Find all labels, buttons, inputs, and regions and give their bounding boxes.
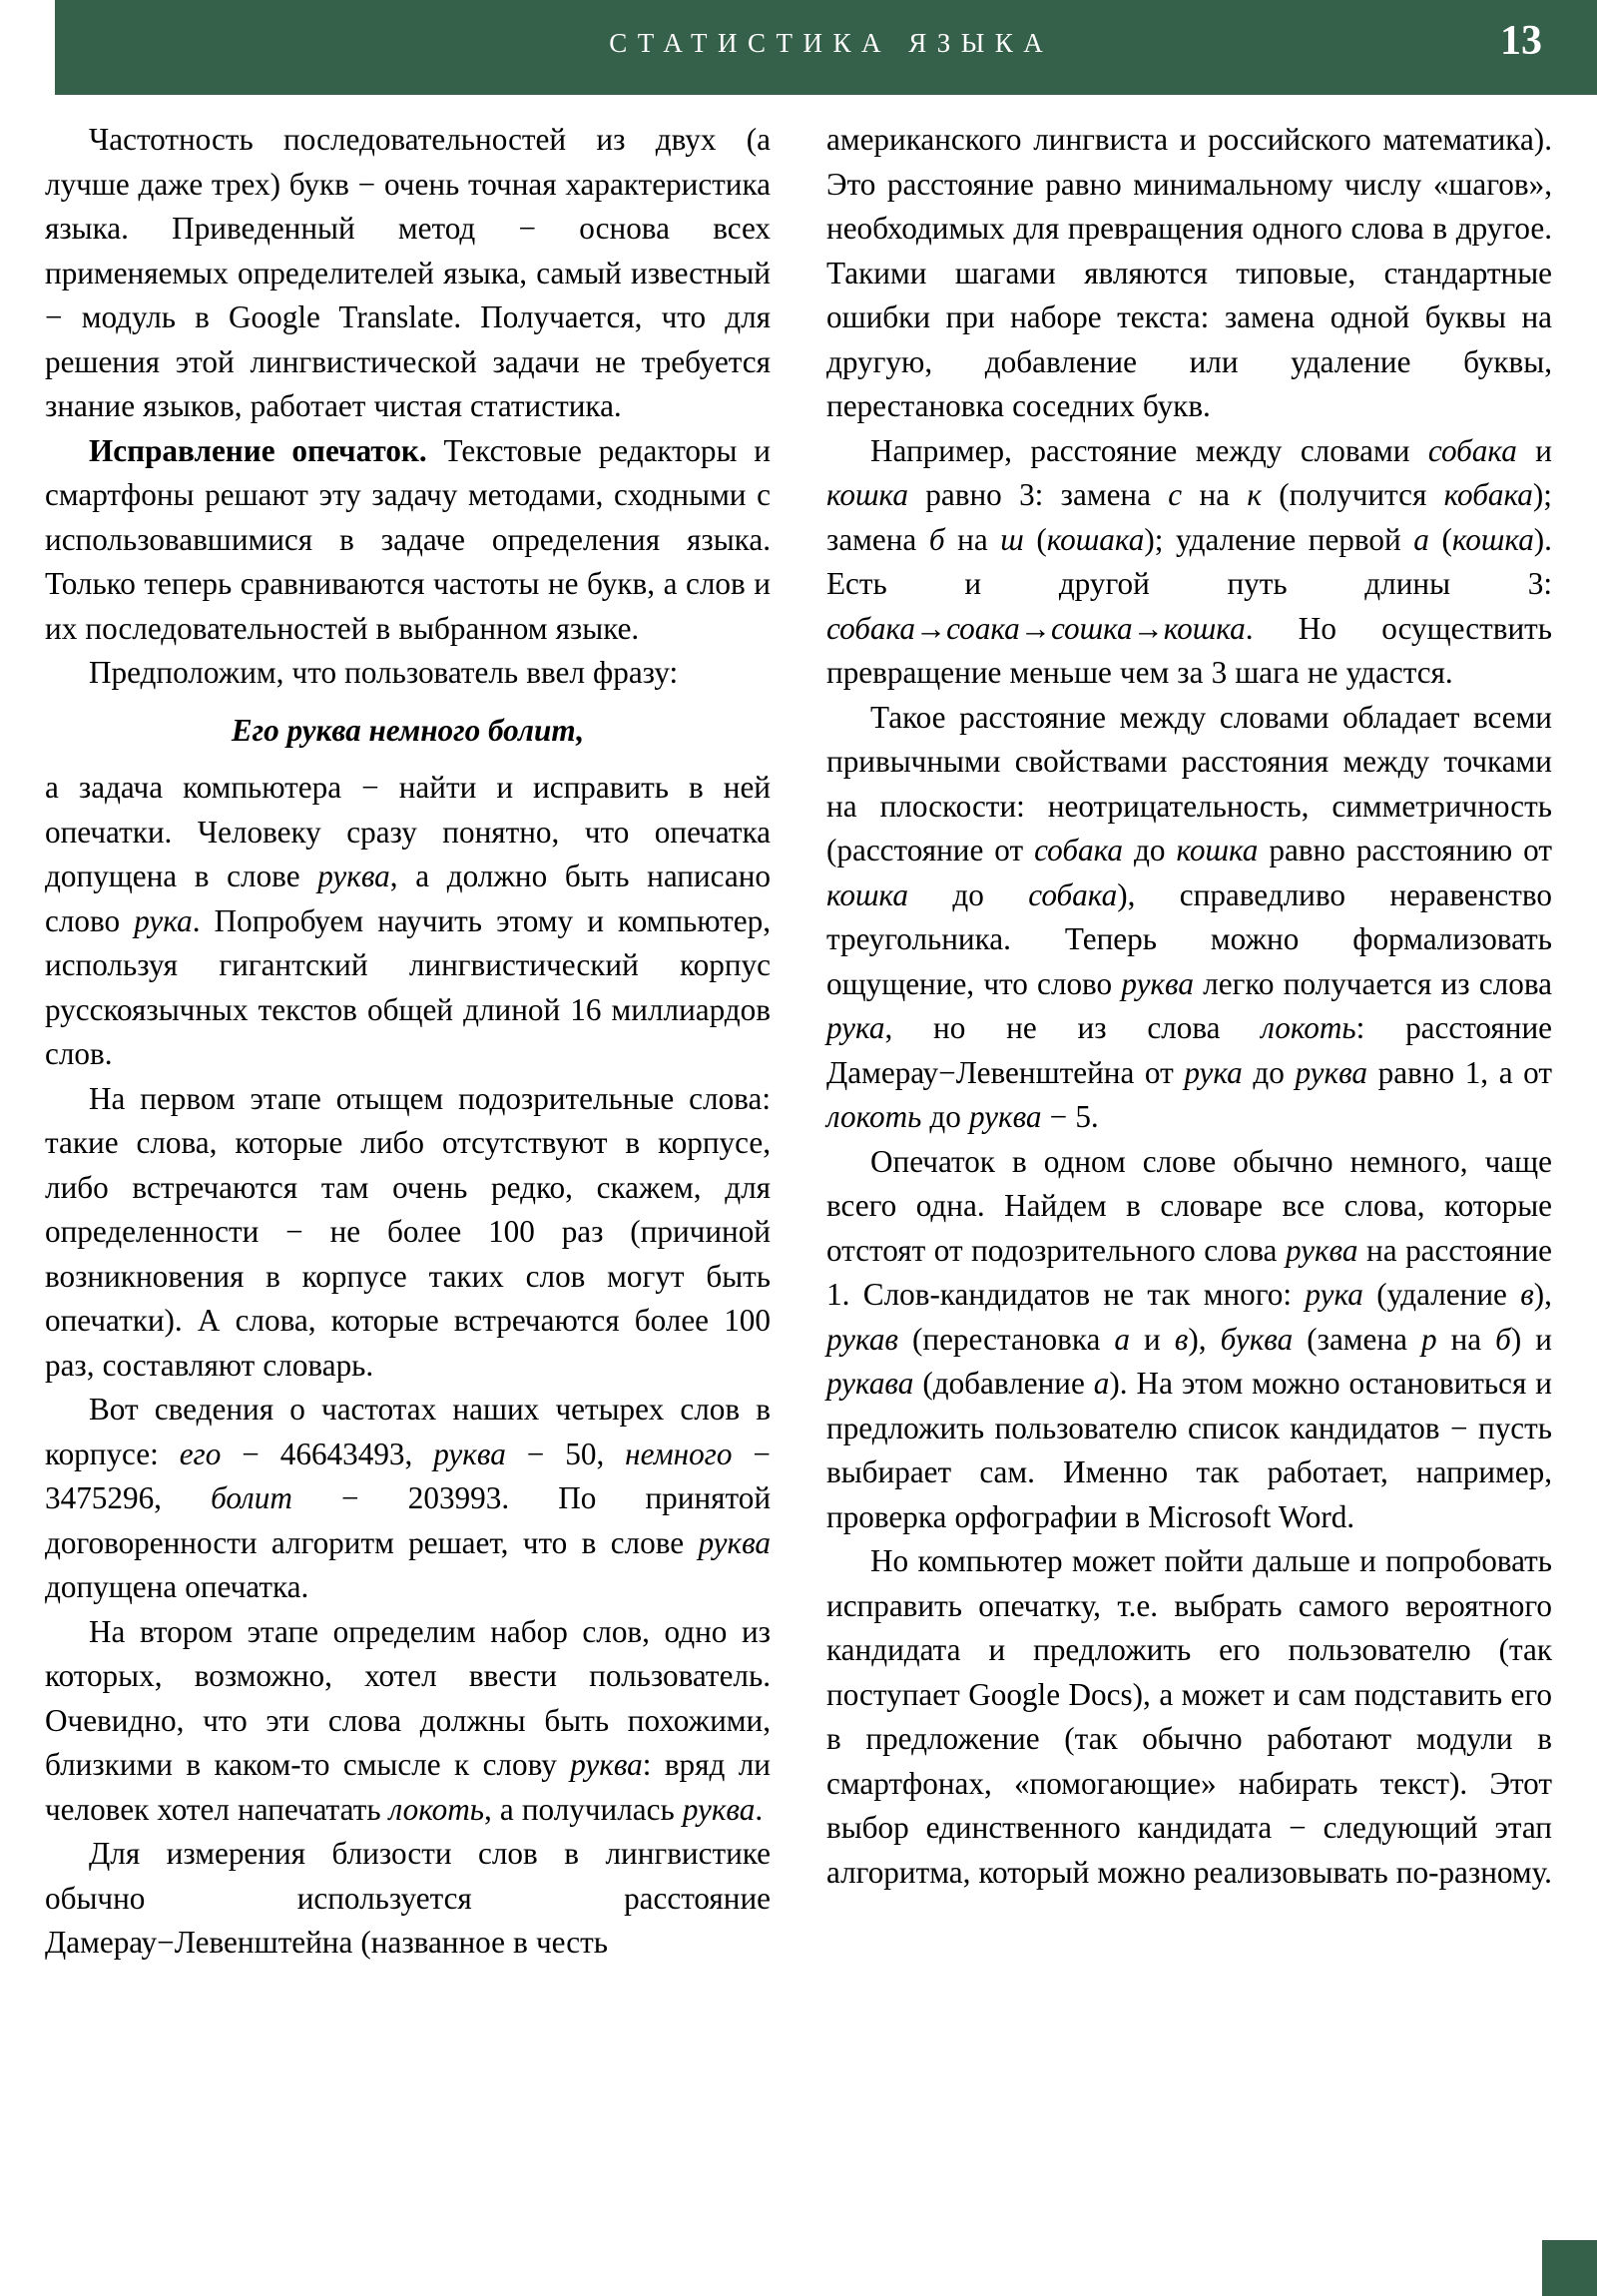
- emphasis-term: рука: [1305, 1277, 1363, 1312]
- emphasis-term: рукава: [826, 1366, 914, 1401]
- body-text: и: [1516, 432, 1552, 468]
- body-text: до: [907, 876, 1029, 912]
- body-text: на расстояние 1. Слов-кандидатов не так много:: [826, 1232, 1552, 1312]
- emphasis-term: его: [179, 1435, 222, 1471]
- emphasis-term: руква: [317, 859, 390, 893]
- body-text: Такое расстояние между словами обладает всеми привычными свойствами расстояния между точками на плоскости: неотрицательность, симметричность (расстояние от: [826, 699, 1552, 867]
- body-text: − 3475296,: [45, 1435, 771, 1515]
- body-text: (: [1023, 521, 1047, 557]
- body-text: равно расстоянию от: [1258, 833, 1552, 867]
- body-text: ). Есть и другой путь длины 3:: [826, 521, 1552, 601]
- emphasis-term: кобака: [1443, 477, 1533, 512]
- body-text: , а получилась: [483, 1791, 683, 1827]
- body-text: ). На этом можно остановиться и предложить пользователю список кандидатов − пусть выбирает сам. Именно так работает, например, проверка орфографии в Microsoft Word.: [826, 1366, 1552, 1534]
- emphasis-term: собака: [1028, 876, 1118, 912]
- body-text: равно 3: замена: [907, 477, 1169, 512]
- emphasis-term: б: [928, 521, 945, 557]
- emphasis-term: с: [1168, 477, 1183, 512]
- emphasis-term: локоть: [388, 1791, 484, 1827]
- body-text: на: [1182, 477, 1248, 512]
- emphasis-term: руква: [1121, 965, 1194, 1001]
- body-text: Текстовые редакторы и смартфоны решают эту задачу методами, сходными с использовавшимися в задаче определения языка. Только теперь сравниваются частоты не букв, а слов и их последовательностей в выбранном языке.: [45, 432, 771, 646]
- body-text: американского лингвиста и российского математика). Это расстояние равно минимальному числу «шагов», необходимых для превращения одного слова в другое. Такими шагами являются типовые, стандартные ошибки при наборе текста: замена одной буквы на другую, добавление или удаление буквы, перестановка соседних букв.: [826, 122, 1552, 423]
- body-text: на: [944, 521, 1001, 557]
- body-text: На первом этапе отыщем подозрительные слова: такие слова, которые либо отсутствуют в корпусе, либо встречаются там очень редко, скажем, для определенности − не более 100 раз (причиной возникновения в корпусе таких слов могут быть опечатки). А слова, которые встречаются более 100 раз, составляют словарь.: [45, 1080, 771, 1383]
- body-text: . Но осуществить превращение меньше чем за 3 шага не удастся.: [826, 610, 1552, 690]
- body-paragraph: [826, 696, 1552, 1140]
- body-paragraph: [45, 429, 771, 652]
- body-paragraph: [45, 1077, 771, 1389]
- emphasis-term: кошка: [1176, 833, 1259, 867]
- body-text: (добавление: [913, 1366, 1094, 1401]
- running-head-title: СТАТИСТИКА ЯЗЫКА: [609, 28, 1054, 58]
- emphasis-term: рукав: [826, 1321, 898, 1357]
- body-text: до: [1242, 1054, 1296, 1090]
- body-text: допущена опечатка.: [45, 1569, 309, 1604]
- body-text: Вот сведения о частотах наших четырех слов в корпусе:: [45, 1392, 771, 1471]
- body-text: − 46643493,: [221, 1435, 434, 1471]
- verse-text: Его руква немного болит,: [231, 712, 585, 748]
- emphasis-term: руква: [968, 1099, 1042, 1134]
- emphasis-term: руква: [433, 1435, 506, 1471]
- emphasis-term: локоть: [826, 1099, 922, 1134]
- emphasis-term: а: [1114, 1321, 1131, 1357]
- body-text: Но компьютер может пойти дальше и попробовать исправить опечатку, т.е. выбрать самого вероятного кандидата и предложить его пользователю (так поступает Google Docs), а может и сам подставить его в предложение (так обычно работают модули в смартфонах, «помогающие» набирать текст). Этот выбор единственного кандидата − следующий этап алгоритма, который можно реализовывать по-разному.: [826, 1543, 1552, 1890]
- emphasis-term: руква: [570, 1747, 643, 1782]
- emphasis-term: ш: [1000, 521, 1024, 557]
- body-text: − 203993. По принятой договоренности алгоритм решает, что в слове: [45, 1480, 772, 1560]
- emphasis-term: рука: [826, 1010, 885, 1045]
- corner-accent-block: [1542, 2240, 1597, 2296]
- body-text: ); замена: [826, 477, 1552, 557]
- body-text: легко получается из слова: [1193, 965, 1552, 1001]
- body-text: до: [1123, 833, 1177, 867]
- body-text: : расстояние Дамерау−Левенштейна от: [826, 1010, 1552, 1090]
- body-text: и: [1130, 1321, 1175, 1357]
- body-text: , а должно быть написано слово: [45, 859, 771, 938]
- body-paragraph: [45, 766, 771, 1077]
- body-paragraph: [45, 1832, 771, 1966]
- verse-line: [45, 709, 771, 754]
- body-text: до: [921, 1099, 969, 1134]
- body-text: ); удаление первой: [1144, 521, 1414, 557]
- emphasis-term: рука: [134, 902, 193, 938]
- body-text: Например, расстояние между словами: [870, 432, 1428, 468]
- emphasis-term: собака→соака→сошка→кошка: [826, 610, 1246, 646]
- emphasis-term: кошка: [826, 876, 908, 912]
- body-text: На втором этапе определим набор слов, одно из которых, возможно, хотел ввести пользователь. Очевидно, что эти слова должны быть похожими, близкими в каком-то смысле к слову: [45, 1613, 771, 1782]
- body-paragraph: [826, 1140, 1552, 1540]
- emphasis-term: в: [1520, 1277, 1534, 1312]
- body-text: на: [1436, 1321, 1496, 1357]
- body-text: Предположим, что пользователь ввел фразу:: [89, 655, 679, 690]
- page-number: 13: [1500, 18, 1542, 64]
- emphasis-term: руква: [682, 1791, 756, 1827]
- body-text: (замена: [1293, 1321, 1421, 1357]
- emphasis-term: р: [1420, 1321, 1437, 1357]
- emphasis-term: руква: [698, 1524, 771, 1560]
- body-text: : вряд ли человек хотел напечатать: [45, 1747, 771, 1827]
- body-text: Частотность последовательностей из двух (а лучше даже трех) букв − очень точная характеристика языка. Приведенный метод − основа всех применяемых определителей языка, самый известный − модуль в Google Translate. Получается, что для решения этой лингвистической задачи не требуется знание языков, работает чистая статистика.: [45, 122, 771, 423]
- body-text: (: [1428, 521, 1452, 557]
- emphasis-term: а: [1413, 521, 1429, 557]
- body-text: ),: [1533, 1277, 1552, 1312]
- text-column-left: [45, 118, 771, 1966]
- emphasis-term: кошка: [1451, 521, 1534, 557]
- emphasis-term: буква: [1220, 1321, 1294, 1357]
- body-paragraph: [826, 118, 1552, 429]
- emphasis-term: рука: [1184, 1054, 1243, 1090]
- run-in-heading: Исправление опечаток.: [89, 432, 427, 468]
- body-text: − 5.: [1041, 1099, 1099, 1134]
- body-paragraph: [45, 118, 771, 429]
- page-body: [45, 118, 1552, 1966]
- emphasis-term: а: [1093, 1366, 1110, 1401]
- body-paragraph: [826, 1539, 1552, 1895]
- emphasis-term: б: [1495, 1321, 1511, 1357]
- body-text: . Попробуем научить этому и компьютер, используя гигантский лингвистический корпус русскоязычных текстов общей длиной 16 миллиардов слов.: [45, 902, 771, 1071]
- emphasis-term: болит: [211, 1480, 292, 1515]
- body-text: − 50,: [505, 1435, 626, 1471]
- body-paragraph: [45, 1610, 771, 1833]
- body-paragraph: [45, 1388, 771, 1610]
- emphasis-term: руква: [1285, 1232, 1358, 1268]
- body-paragraph: [45, 651, 771, 696]
- running-head-bar: [55, 0, 1597, 95]
- body-text: Опечаток в одном слове обычно немного, чаще всего одна. Найдем в словаре все слова, которые отстоят от подозрительного слова: [826, 1143, 1552, 1268]
- emphasis-term: кошка: [826, 477, 908, 512]
- emphasis-term: руква: [1295, 1054, 1368, 1090]
- body-text: равно 1, а от: [1367, 1054, 1552, 1090]
- emphasis-term: к: [1247, 477, 1262, 512]
- emphasis-term: кошака: [1046, 521, 1145, 557]
- body-text: ),: [1188, 1321, 1221, 1357]
- body-text: (перестановка: [897, 1321, 1115, 1357]
- body-text: а задача компьютера − найти и исправить в ней опечатки. Человеку сразу понятно, что опечатка допущена в слове: [45, 770, 771, 893]
- emphasis-term: немного: [625, 1435, 733, 1471]
- emphasis-term: локоть: [1261, 1010, 1356, 1045]
- body-text: Для измерения близости слов в лингвистике обычно используется расстояние Дамерау−Левенштейна (названное в честь: [45, 1836, 771, 1960]
- body-text: (удаление: [1362, 1277, 1521, 1312]
- emphasis-term: собака: [1427, 432, 1517, 468]
- body-text: , но не из слова: [884, 1010, 1262, 1045]
- body-text: ), справедливо неравенство треугольника. Теперь можно формализовать ощущение, что слово: [826, 876, 1552, 1001]
- text-column-right: [826, 118, 1552, 1966]
- emphasis-term: собака: [1034, 833, 1124, 867]
- emphasis-term: в: [1174, 1321, 1189, 1357]
- body-text: ) и: [1510, 1321, 1552, 1357]
- body-text: .: [755, 1791, 764, 1827]
- body-text: (получится: [1261, 477, 1444, 512]
- body-paragraph: [826, 429, 1552, 696]
